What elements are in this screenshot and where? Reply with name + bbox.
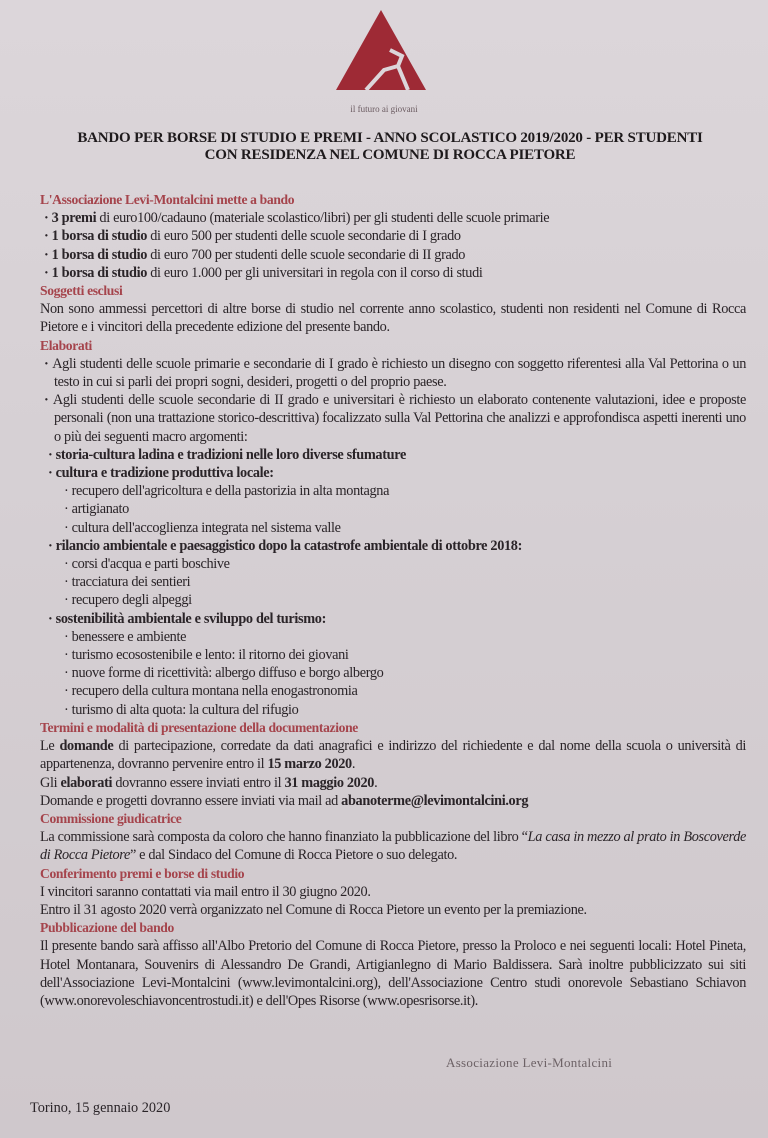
list-item <box>40 701 746 719</box>
text: recupero dell'agricoltura e della pastorizia in alta montagna <box>71 483 390 500</box>
list-item <box>40 555 746 573</box>
text: La commissione sarà composta da coloro che hanno finanziato la pubblicazione del libro “ <box>40 829 528 846</box>
section-heading: Soggetti esclusi <box>40 283 123 299</box>
section-heading: Termini e modalità di presentazione della documentazione <box>40 719 358 735</box>
text: Domande e progetti dovranno essere inviati via mail ad <box>40 792 342 809</box>
text: di euro100/cadauno (materiale scolastico/libri) per gli studenti delle scuole primarie <box>96 210 550 227</box>
bold-text: 15 marzo 2020 <box>267 756 352 773</box>
list-item <box>40 355 746 391</box>
text: I vincitori saranno contattati via mail entro il 30 giugno 2020. <box>40 883 371 900</box>
bold-text: domande <box>59 738 114 755</box>
text: Entro il 31 agosto 2020 verrà organizzato nel Comune di Rocca Pietore un evento per la premiazione. <box>40 901 587 918</box>
list-item <box>40 464 746 482</box>
bold-text: abanoterme@levimontalcini.org <box>341 792 529 809</box>
section-heading: L'Associazione Levi-Montalcini mette a bando <box>40 192 295 207</box>
text: artigianato <box>71 501 129 518</box>
bold-text: 1 borsa di studio <box>51 246 148 263</box>
list-item <box>40 209 746 227</box>
paragraph <box>40 737 746 773</box>
text: nuove forme di ricettività: albergo diffuso e borgo albergo <box>71 665 384 682</box>
bold-text: rilancio ambientale e paesaggistico dopo la catastrofe ambientale di ottobre 2018: <box>55 537 523 554</box>
signature: Associazione Levi-Montalcini <box>446 1055 613 1070</box>
bold-text: 3 premi <box>51 210 97 227</box>
list-item <box>40 246 746 264</box>
list-item <box>40 664 746 682</box>
section-heading: Pubblicazione del bando <box>40 920 174 936</box>
text: recupero della cultura montana nella enogastronomia <box>71 683 358 700</box>
text: cultura dell'accoglienza integrata nel sistema valle <box>71 519 341 536</box>
paragraph <box>40 300 746 336</box>
text: . <box>351 756 356 773</box>
list-item <box>40 646 746 664</box>
text: di partecipazione, corredate da dati anagrafici e indirizzo del richiedente e dal nome della scuola o università di appartenenza, dovranno pervenire entro il <box>40 738 746 773</box>
text: di euro 1.000 per gli universitari in regola con il corso di studi <box>147 264 483 281</box>
list-item <box>40 446 746 464</box>
text: benessere e ambiente <box>71 628 187 645</box>
text: Agli studenti delle scuole secondarie di II grado e universitari è richiesto un elaborato contenente valutazioni, idee e proposte personali (non una trattazione storico-descrittiva) focalizzato sulla Val Pettorina che analizzi e approfondisca aspetti inerenti uno o più dei seguenti macro argomenti: <box>52 392 746 445</box>
document-date: Torino, 15 gennaio 2020 <box>30 1100 171 1116</box>
text: tracciatura dei sentieri <box>71 574 191 591</box>
text: dovranno essere inviati entro il <box>112 774 285 791</box>
text: di euro 500 per studenti delle scuole secondarie di I grado <box>147 228 461 245</box>
list-item <box>40 519 746 537</box>
bold-text: sostenibilità ambientale e sviluppo del turismo: <box>55 610 327 627</box>
list-item <box>40 682 746 700</box>
list-item <box>40 537 746 555</box>
section-heading: Elaborati <box>40 337 92 353</box>
paragraph <box>40 937 746 1010</box>
list-item <box>40 610 746 628</box>
bold-text: cultura e tradizione produttiva locale: <box>55 465 274 482</box>
list-item <box>40 500 746 518</box>
text: recupero degli alpeggi <box>71 592 192 609</box>
paragraph <box>40 774 746 792</box>
list-item <box>40 628 746 646</box>
text: . <box>374 774 378 791</box>
paragraph <box>40 828 746 864</box>
text: di euro 700 per studenti delle scuole secondarie di II grado <box>147 246 466 263</box>
list-item <box>40 264 746 282</box>
bold-text: 1 borsa di studio <box>51 264 148 281</box>
text: turismo di alta quota: la cultura del rifugio <box>71 701 299 718</box>
list-item <box>40 591 746 609</box>
text: Non sono ammessi percettori di altre borse di studio nel corrente anno scolastico, studenti non residenti nel Comune di Rocca Pietore e i vincitori della precedente edizione del presente bando. <box>40 301 746 336</box>
bold-text: storia-cultura ladina e tradizioni nelle loro diverse sfumature <box>55 446 406 463</box>
logo-tagline: il futuro ai giovani <box>350 104 418 114</box>
document-body <box>40 191 746 1010</box>
bold-text: elaborati <box>60 774 113 791</box>
paragraph <box>40 901 746 919</box>
section-heading: Conferimento premi e borse di studio <box>40 865 245 881</box>
paragraph <box>40 792 746 810</box>
text: Agli studenti delle scuole primarie e secondarie di I grado è richiesto un disegno con soggetto riferentesi alla Val Pettorina o un testo in cui si parli dei propri sogni, desideri, progetti o del proprio paese. <box>52 355 746 391</box>
italic-text: La casa in mezzo al prato in Boscoverde di Rocca Pietore <box>40 829 746 864</box>
bold-text: 1 borsa di studio <box>51 228 148 245</box>
list-item <box>40 227 746 245</box>
document-title: BANDO PER BORSE DI STUDIO E PREMI - ANNO SCOLASTICO 2019/2020 - PER STUDENTI CON RESIDENZA NEL COMUNE DI ROCCA PIETORE <box>77 130 703 163</box>
association-logo <box>336 10 426 102</box>
text: ” e dal Sindaco del Comune di Rocca Pietore o suo delegato. <box>129 847 458 864</box>
list-item <box>40 573 746 591</box>
section-heading: Commissione giudicatrice <box>40 810 182 826</box>
text: Il presente bando sarà affisso all'Albo Pretorio del Comune di Rocca Pietore, presso la Proloco e nei seguenti locali: Hotel Pineta, Hotel Montanara, Souvenirs di Alessandro De Grandi, Artigianlegno di Mario Baldissera. Sarà inoltre pubblicizzato sui siti dell'Associazione Levi-Montalcini (www.levimontalcini.org), dell'Associazione Centro studi onorevole Sebastiano Schiavon (www.onorevoleschiavoncentrostudi.it) e dell'Opes Risorse (www.opesrisorse.it). <box>40 938 746 1009</box>
text: turismo ecosostenibile e lento: il ritorno dei giovani <box>71 647 349 664</box>
bold-text: 31 maggio 2020 <box>284 774 375 791</box>
text: corsi d'acqua e parti boschive <box>71 556 230 573</box>
list-item <box>40 482 746 500</box>
paragraph <box>40 883 746 901</box>
list-item <box>40 391 746 446</box>
text: Gli <box>40 774 61 791</box>
text: Le <box>40 738 60 755</box>
